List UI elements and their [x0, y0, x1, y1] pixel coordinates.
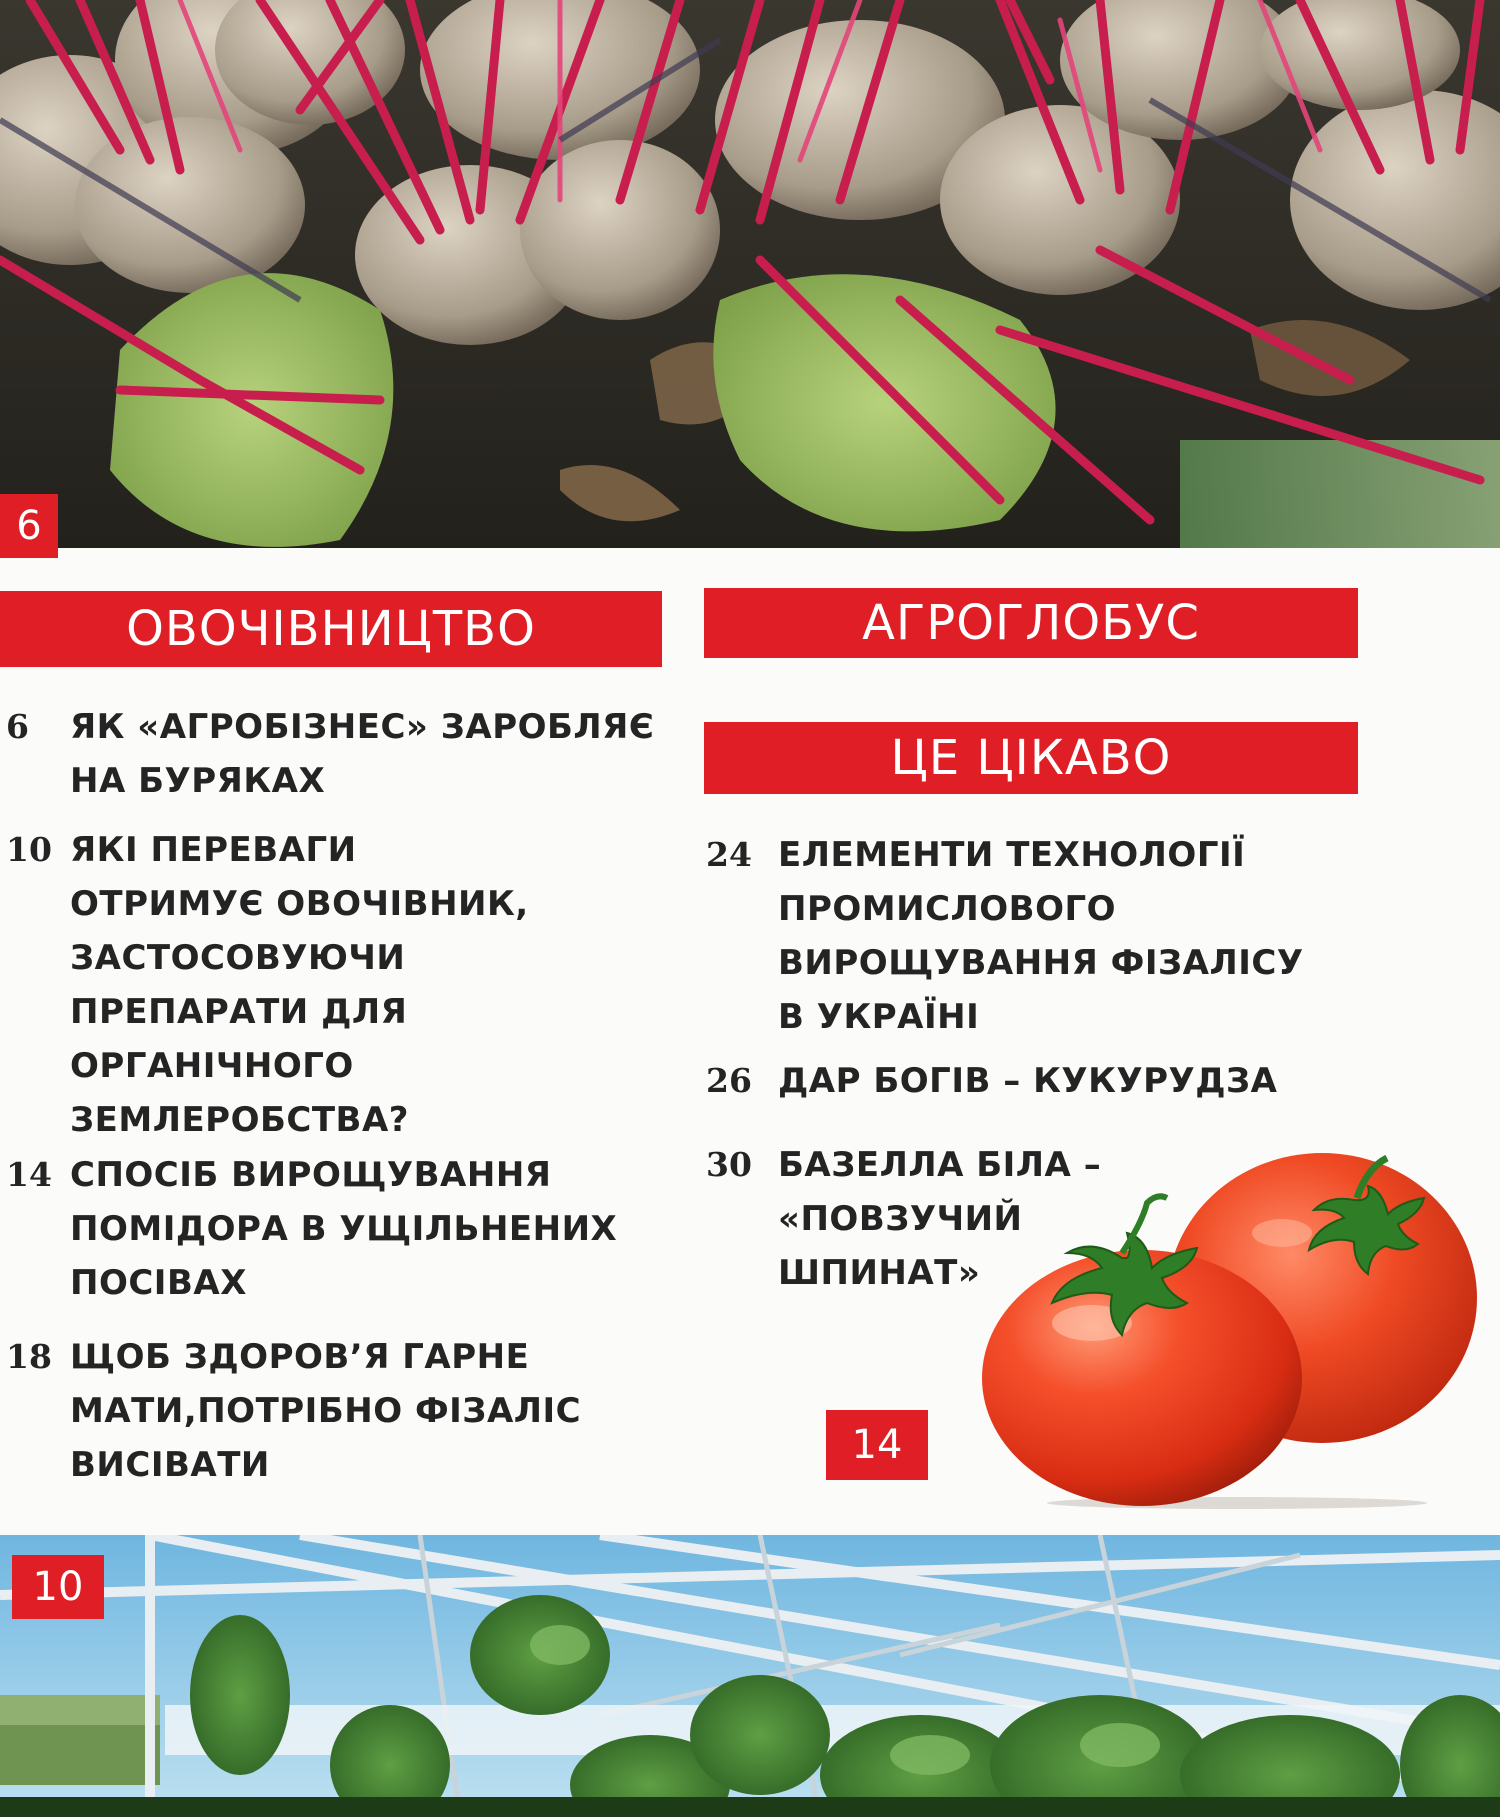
toc-title-line: ЩОБ ЗДОРОВ’Я ГАРНЕ [70, 1337, 530, 1377]
toc-title [778, 1054, 1277, 1108]
toc-title [70, 700, 654, 808]
beetroot-photo [0, 0, 1500, 548]
toc-title-line: ЗАСТОСОВУЮЧИ [70, 938, 406, 978]
toc-page-number: 26 [706, 1061, 752, 1100]
page-number-badge: 14 [826, 1410, 928, 1480]
toc-title-line: СПОСІБ ВИРОЩУВАННЯ [70, 1155, 552, 1195]
toc-title [70, 823, 529, 1147]
section-header-interesting: ЦЕ ЦІКАВО [704, 722, 1358, 794]
toc-title [778, 828, 1304, 1044]
toc-title-line: ВИРОЩУВАННЯ ФІЗАЛІСУ [778, 943, 1304, 983]
toc-title-line: ДАР БОГІВ – КУКУРУДЗА [778, 1061, 1278, 1101]
toc-title-line: ПОСІВАХ [70, 1263, 247, 1303]
toc-title-line: ЗЕМЛЕРОБСТВА? [70, 1100, 410, 1140]
toc-entry[interactable] [706, 1054, 1366, 1110]
toc-entry[interactable] [6, 1148, 666, 1314]
toc-page-number: 14 [6, 1155, 52, 1194]
beetroot-illustration [0, 0, 1500, 548]
toc-title-line: ПОМІДОРА В УЩІЛЬНЕНИХ [70, 1209, 618, 1249]
toc-title-line: ПРОМИСЛОВОГО [778, 889, 1117, 929]
toc-title-line: ШПИНАТ» [778, 1253, 981, 1293]
toc-page-number: 24 [706, 835, 752, 874]
toc-page-number: 18 [6, 1337, 52, 1376]
toc-title [70, 1148, 617, 1310]
toc-entry[interactable] [6, 1330, 666, 1496]
section-header-agroglobe: АГРОГЛОБУС [704, 588, 1358, 658]
toc-title-line: БАЗЕЛЛА БІЛА – [778, 1145, 1102, 1185]
toc-title-line: ВИСІВАТИ [70, 1445, 270, 1485]
toc-entry[interactable] [706, 828, 1366, 1048]
toc-entry[interactable] [6, 700, 666, 810]
toc-title-line: ЕЛЕМЕНТИ ТЕХНОЛОГІЇ [778, 835, 1246, 875]
toc-title-line: ОТРИМУЄ ОВОЧІВНИК, [70, 884, 529, 924]
toc-page-number: 30 [706, 1145, 752, 1184]
toc-title-line: МАТИ,ПОТРІБНО ФІЗАЛІС [70, 1391, 582, 1431]
toc-page-number: 6 [6, 707, 29, 746]
toc-title-line: ЯК «АГРОБІЗНЕС» ЗАРОБЛЯЄ [70, 707, 655, 747]
toc-title [70, 1330, 581, 1492]
section-header-vegetables: ОВОЧІВНИЦТВО [0, 591, 662, 667]
toc-page-number: 10 [6, 830, 52, 869]
toc-title-line: ОРГАНІЧНОГО [70, 1046, 354, 1086]
greenhouse-illustration [0, 1535, 1500, 1817]
toc-title-line: ЯКІ ПЕРЕВАГИ [70, 830, 357, 870]
toc-title-line: НА БУРЯКАХ [70, 761, 326, 801]
page-number-badge: 6 [0, 494, 58, 558]
toc-entry[interactable] [6, 823, 666, 1153]
toc-title-line: В УКРАЇНІ [778, 997, 980, 1037]
toc-title-line: «ПОВЗУЧИЙ [778, 1199, 1023, 1239]
page-number-badge: 10 [12, 1555, 104, 1619]
toc-title-line: ПРЕПАРАТИ ДЛЯ [70, 992, 408, 1032]
greenhouse-photo [0, 1535, 1500, 1817]
tomato-illustration [982, 1148, 1482, 1510]
